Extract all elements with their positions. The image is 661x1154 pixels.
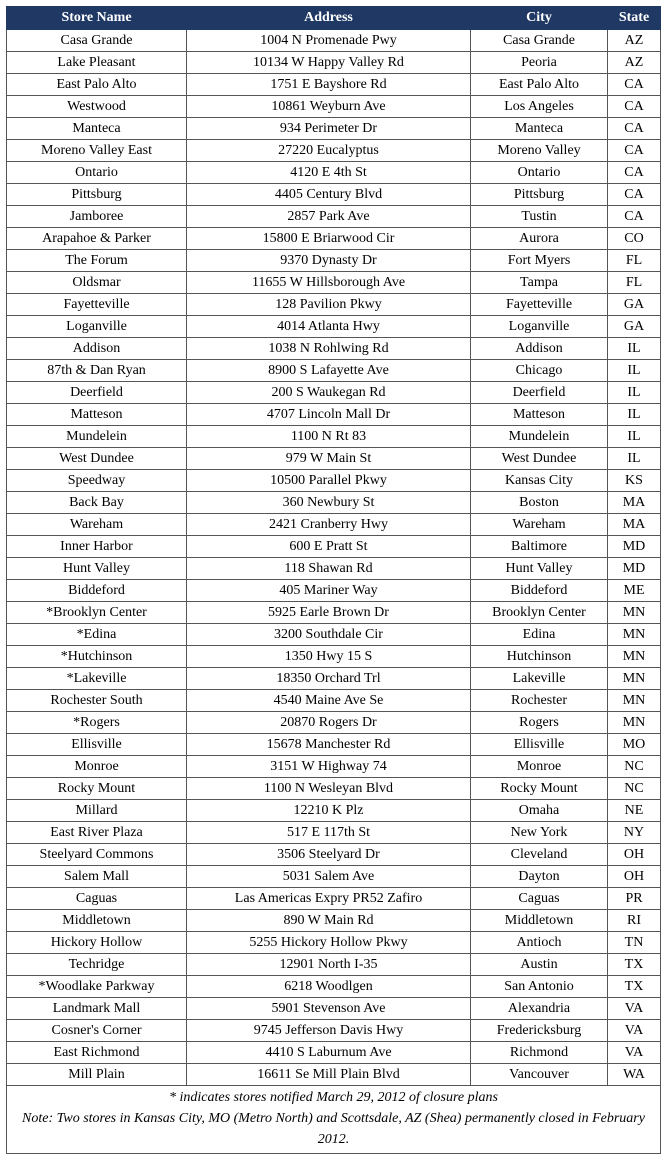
store-name-cell: West Dundee <box>7 448 187 470</box>
address-cell: 9745 Jefferson Davis Hwy <box>187 1020 471 1042</box>
table-row <box>7 426 661 448</box>
city-cell: Antioch <box>471 932 608 954</box>
city-cell: East Palo Alto <box>471 74 608 96</box>
address-cell: 12210 K Plz <box>187 800 471 822</box>
state-cell: IL <box>608 404 661 426</box>
store-name-cell: Speedway <box>7 470 187 492</box>
state-cell: RI <box>608 910 661 932</box>
city-cell: Addison <box>471 338 608 360</box>
city-cell: Monroe <box>471 756 608 778</box>
city-cell: Fredericksburg <box>471 1020 608 1042</box>
address-cell: 27220 Eucalyptus <box>187 140 471 162</box>
city-cell: Richmond <box>471 1042 608 1064</box>
address-cell: 15800 E Briarwood Cir <box>187 228 471 250</box>
table-row <box>7 712 661 734</box>
address-cell: 2421 Cranberry Hwy <box>187 514 471 536</box>
address-cell: 5031 Salem Ave <box>187 866 471 888</box>
city-cell: Omaha <box>471 800 608 822</box>
table-row <box>7 294 661 316</box>
state-cell: CA <box>608 184 661 206</box>
store-name-cell: Techridge <box>7 954 187 976</box>
city-cell: Deerfield <box>471 382 608 404</box>
table-row <box>7 822 661 844</box>
address-cell: 10134 W Happy Valley Rd <box>187 52 471 74</box>
address-cell: 4405 Century Blvd <box>187 184 471 206</box>
city-cell: Hunt Valley <box>471 558 608 580</box>
store-name-cell: The Forum <box>7 250 187 272</box>
store-name-cell: Rochester South <box>7 690 187 712</box>
city-cell: Matteson <box>471 404 608 426</box>
store-name-cell: East Palo Alto <box>7 74 187 96</box>
state-cell: MN <box>608 602 661 624</box>
table-row <box>7 206 661 228</box>
table-row <box>7 932 661 954</box>
store-name-cell: *Hutchinson <box>7 646 187 668</box>
address-cell: 10861 Weyburn Ave <box>187 96 471 118</box>
city-cell: Dayton <box>471 866 608 888</box>
table-body <box>7 30 661 1086</box>
store-name-cell: Loganville <box>7 316 187 338</box>
state-cell: MN <box>608 624 661 646</box>
address-cell: 10500 Parallel Pkwy <box>187 470 471 492</box>
store-name-cell: East River Plaza <box>7 822 187 844</box>
table-row <box>7 250 661 272</box>
address-cell: 15678 Manchester Rd <box>187 734 471 756</box>
address-cell: 18350 Orchard Trl <box>187 668 471 690</box>
address-cell: 200 S Waukegan Rd <box>187 382 471 404</box>
state-cell: NC <box>608 778 661 800</box>
address-cell: 11655 W Hillsborough Ave <box>187 272 471 294</box>
state-cell: MD <box>608 558 661 580</box>
state-cell: MA <box>608 514 661 536</box>
address-cell: 1004 N Promenade Pwy <box>187 30 471 52</box>
address-cell: 9370 Dynasty Dr <box>187 250 471 272</box>
address-cell: 600 E Pratt St <box>187 536 471 558</box>
table-row <box>7 184 661 206</box>
address-cell: 5255 Hickory Hollow Pkwy <box>187 932 471 954</box>
store-name-cell: Caguas <box>7 888 187 910</box>
state-cell: VA <box>608 1042 661 1064</box>
city-cell: Biddeford <box>471 580 608 602</box>
store-name-cell: Hickory Hollow <box>7 932 187 954</box>
table-row <box>7 668 661 690</box>
table-row <box>7 1042 661 1064</box>
address-cell: 12901 North I-35 <box>187 954 471 976</box>
footnote-cell <box>7 1086 661 1154</box>
store-name-cell: Mill Plain <box>7 1064 187 1086</box>
store-name-cell: Deerfield <box>7 382 187 404</box>
address-cell: 1100 N Wesleyan Blvd <box>187 778 471 800</box>
city-cell: Chicago <box>471 360 608 382</box>
store-name-cell: Matteson <box>7 404 187 426</box>
state-cell: PR <box>608 888 661 910</box>
store-name-cell: Middletown <box>7 910 187 932</box>
store-name-cell: *Rogers <box>7 712 187 734</box>
table-row <box>7 602 661 624</box>
address-cell: 4540 Maine Ave Se <box>187 690 471 712</box>
table-row <box>7 492 661 514</box>
table-row <box>7 646 661 668</box>
store-name-cell: Wareham <box>7 514 187 536</box>
state-cell: TX <box>608 954 661 976</box>
state-cell: WA <box>608 1064 661 1086</box>
city-cell: Austin <box>471 954 608 976</box>
header-address: Address <box>187 7 471 30</box>
city-cell: Boston <box>471 492 608 514</box>
table-row <box>7 888 661 910</box>
store-name-cell: Steelyard Commons <box>7 844 187 866</box>
state-cell: FL <box>608 272 661 294</box>
city-cell: Edina <box>471 624 608 646</box>
state-cell: IL <box>608 426 661 448</box>
address-cell: 360 Newbury St <box>187 492 471 514</box>
state-cell: CA <box>608 140 661 162</box>
state-cell: MD <box>608 536 661 558</box>
city-cell: Fort Myers <box>471 250 608 272</box>
table-row <box>7 800 661 822</box>
address-cell: 517 E 117th St <box>187 822 471 844</box>
table-row <box>7 536 661 558</box>
store-name-cell: *Lakeville <box>7 668 187 690</box>
store-name-cell: Lake Pleasant <box>7 52 187 74</box>
state-cell: CA <box>608 96 661 118</box>
state-cell: CA <box>608 118 661 140</box>
table-row <box>7 998 661 1020</box>
table-row <box>7 910 661 932</box>
store-name-cell: Manteca <box>7 118 187 140</box>
table-row <box>7 1064 661 1086</box>
city-cell: Caguas <box>471 888 608 910</box>
state-cell: AZ <box>608 52 661 74</box>
city-cell: Lakeville <box>471 668 608 690</box>
state-cell: IL <box>608 382 661 404</box>
store-name-cell: Jamboree <box>7 206 187 228</box>
state-cell: KS <box>608 470 661 492</box>
state-cell: IL <box>608 360 661 382</box>
store-name-cell: Ontario <box>7 162 187 184</box>
store-name-cell: Back Bay <box>7 492 187 514</box>
city-cell: Kansas City <box>471 470 608 492</box>
store-name-cell: *Woodlake Parkway <box>7 976 187 998</box>
state-cell: MN <box>608 712 661 734</box>
store-name-cell: Arapahoe & Parker <box>7 228 187 250</box>
city-cell: Casa Grande <box>471 30 608 52</box>
state-cell: CA <box>608 206 661 228</box>
store-name-cell: Millard <box>7 800 187 822</box>
state-cell: CA <box>608 162 661 184</box>
table-row <box>7 866 661 888</box>
city-cell: Aurora <box>471 228 608 250</box>
table-row <box>7 624 661 646</box>
state-cell: OH <box>608 866 661 888</box>
header-state: State <box>608 7 661 30</box>
state-cell: VA <box>608 1020 661 1042</box>
store-name-cell: Inner Harbor <box>7 536 187 558</box>
table-row <box>7 558 661 580</box>
store-name-cell: *Edina <box>7 624 187 646</box>
table-row <box>7 316 661 338</box>
city-cell: Mundelein <box>471 426 608 448</box>
city-cell: Peoria <box>471 52 608 74</box>
state-cell: TN <box>608 932 661 954</box>
store-name-cell: 87th & Dan Ryan <box>7 360 187 382</box>
city-cell: West Dundee <box>471 448 608 470</box>
table-row <box>7 228 661 250</box>
address-cell: 118 Shawan Rd <box>187 558 471 580</box>
table-row <box>7 96 661 118</box>
address-cell: 4707 Lincoln Mall Dr <box>187 404 471 426</box>
table-row <box>7 954 661 976</box>
state-cell: IL <box>608 338 661 360</box>
address-cell: 8900 S Lafayette Ave <box>187 360 471 382</box>
store-name-cell: Oldsmar <box>7 272 187 294</box>
table-row <box>7 976 661 998</box>
table-row <box>7 74 661 96</box>
store-name-cell: Moreno Valley East <box>7 140 187 162</box>
state-cell: MA <box>608 492 661 514</box>
city-cell: Ellisville <box>471 734 608 756</box>
city-cell: Rogers <box>471 712 608 734</box>
state-cell: FL <box>608 250 661 272</box>
city-cell: Moreno Valley <box>471 140 608 162</box>
address-cell: 6218 Woodlgen <box>187 976 471 998</box>
store-name-cell: Casa Grande <box>7 30 187 52</box>
address-cell: 4410 S Laburnum Ave <box>187 1042 471 1064</box>
address-cell: Las Americas Expry PR52 Zafiro <box>187 888 471 910</box>
city-cell: Loganville <box>471 316 608 338</box>
table-row <box>7 338 661 360</box>
address-cell: 1038 N Rohlwing Rd <box>187 338 471 360</box>
store-name-cell: Ellisville <box>7 734 187 756</box>
closure-footnote: Note: Two stores in Kansas City, MO (Metro North) and Scottsdale, AZ (Shea) permanently closed in February 2012. <box>22 1111 645 1147</box>
table-row <box>7 690 661 712</box>
city-cell: Ontario <box>471 162 608 184</box>
city-cell: Cleveland <box>471 844 608 866</box>
city-cell: San Antonio <box>471 976 608 998</box>
store-name-cell: Rocky Mount <box>7 778 187 800</box>
city-cell: Baltimore <box>471 536 608 558</box>
address-cell: 5925 Earle Brown Dr <box>187 602 471 624</box>
state-cell: GA <box>608 294 661 316</box>
state-cell: ME <box>608 580 661 602</box>
state-cell: MO <box>608 734 661 756</box>
table-row <box>7 140 661 162</box>
address-cell: 20870 Rogers Dr <box>187 712 471 734</box>
city-cell: New York <box>471 822 608 844</box>
address-cell: 405 Mariner Way <box>187 580 471 602</box>
table-row <box>7 470 661 492</box>
city-cell: Fayetteville <box>471 294 608 316</box>
state-cell: OH <box>608 844 661 866</box>
state-cell: NC <box>608 756 661 778</box>
store-closure-table <box>6 6 661 1154</box>
city-cell: Tampa <box>471 272 608 294</box>
city-cell: Manteca <box>471 118 608 140</box>
city-cell: Wareham <box>471 514 608 536</box>
address-cell: 16611 Se Mill Plain Blvd <box>187 1064 471 1086</box>
header-store-name: Store Name <box>7 7 187 30</box>
address-cell: 979 W Main St <box>187 448 471 470</box>
store-name-cell: *Brooklyn Center <box>7 602 187 624</box>
city-cell: Rochester <box>471 690 608 712</box>
address-cell: 3151 W Highway 74 <box>187 756 471 778</box>
table-row <box>7 360 661 382</box>
address-cell: 128 Pavilion Pkwy <box>187 294 471 316</box>
footnote-row <box>7 1086 661 1154</box>
state-cell: VA <box>608 998 661 1020</box>
state-cell: GA <box>608 316 661 338</box>
state-cell: MN <box>608 646 661 668</box>
city-cell: Hutchinson <box>471 646 608 668</box>
store-name-cell: Hunt Valley <box>7 558 187 580</box>
address-cell: 1350 Hwy 15 S <box>187 646 471 668</box>
address-cell: 3200 Southdale Cir <box>187 624 471 646</box>
state-cell: IL <box>608 448 661 470</box>
address-cell: 4120 E 4th St <box>187 162 471 184</box>
table-row <box>7 756 661 778</box>
table-row <box>7 404 661 426</box>
table-row <box>7 118 661 140</box>
table-row <box>7 382 661 404</box>
state-cell: CO <box>608 228 661 250</box>
city-cell: Middletown <box>471 910 608 932</box>
city-cell: Alexandria <box>471 998 608 1020</box>
state-cell: MN <box>608 690 661 712</box>
city-cell: Vancouver <box>471 1064 608 1086</box>
table-row <box>7 844 661 866</box>
city-cell: Rocky Mount <box>471 778 608 800</box>
city-cell: Los Angeles <box>471 96 608 118</box>
asterisk-footnote: * indicates stores notified March 29, 2012 of closure plans <box>169 1090 498 1105</box>
store-name-cell: Fayetteville <box>7 294 187 316</box>
table-row <box>7 778 661 800</box>
state-cell: AZ <box>608 30 661 52</box>
store-name-cell: East Richmond <box>7 1042 187 1064</box>
state-cell: TX <box>608 976 661 998</box>
address-cell: 3506 Steelyard Dr <box>187 844 471 866</box>
store-name-cell: Salem Mall <box>7 866 187 888</box>
store-name-cell: Biddeford <box>7 580 187 602</box>
table-row <box>7 52 661 74</box>
address-cell: 1751 E Bayshore Rd <box>187 74 471 96</box>
address-cell: 5901 Stevenson Ave <box>187 998 471 1020</box>
address-cell: 2857 Park Ave <box>187 206 471 228</box>
table-row <box>7 1020 661 1042</box>
store-name-cell: Cosner's Corner <box>7 1020 187 1042</box>
table-row <box>7 162 661 184</box>
state-cell: CA <box>608 74 661 96</box>
table-row <box>7 514 661 536</box>
header-city: City <box>471 7 608 30</box>
store-name-cell: Mundelein <box>7 426 187 448</box>
table-row <box>7 448 661 470</box>
table-header-row <box>7 7 661 30</box>
city-cell: Tustin <box>471 206 608 228</box>
store-name-cell: Westwood <box>7 96 187 118</box>
address-cell: 890 W Main Rd <box>187 910 471 932</box>
table-row <box>7 580 661 602</box>
address-cell: 1100 N Rt 83 <box>187 426 471 448</box>
store-name-cell: Pittsburg <box>7 184 187 206</box>
address-cell: 934 Perimeter Dr <box>187 118 471 140</box>
state-cell: NE <box>608 800 661 822</box>
table-row <box>7 30 661 52</box>
address-cell: 4014 Atlanta Hwy <box>187 316 471 338</box>
store-name-cell: Addison <box>7 338 187 360</box>
city-cell: Pittsburg <box>471 184 608 206</box>
city-cell: Brooklyn Center <box>471 602 608 624</box>
table-row <box>7 734 661 756</box>
store-name-cell: Monroe <box>7 756 187 778</box>
store-name-cell: Landmark Mall <box>7 998 187 1020</box>
table-row <box>7 272 661 294</box>
state-cell: MN <box>608 668 661 690</box>
state-cell: NY <box>608 822 661 844</box>
